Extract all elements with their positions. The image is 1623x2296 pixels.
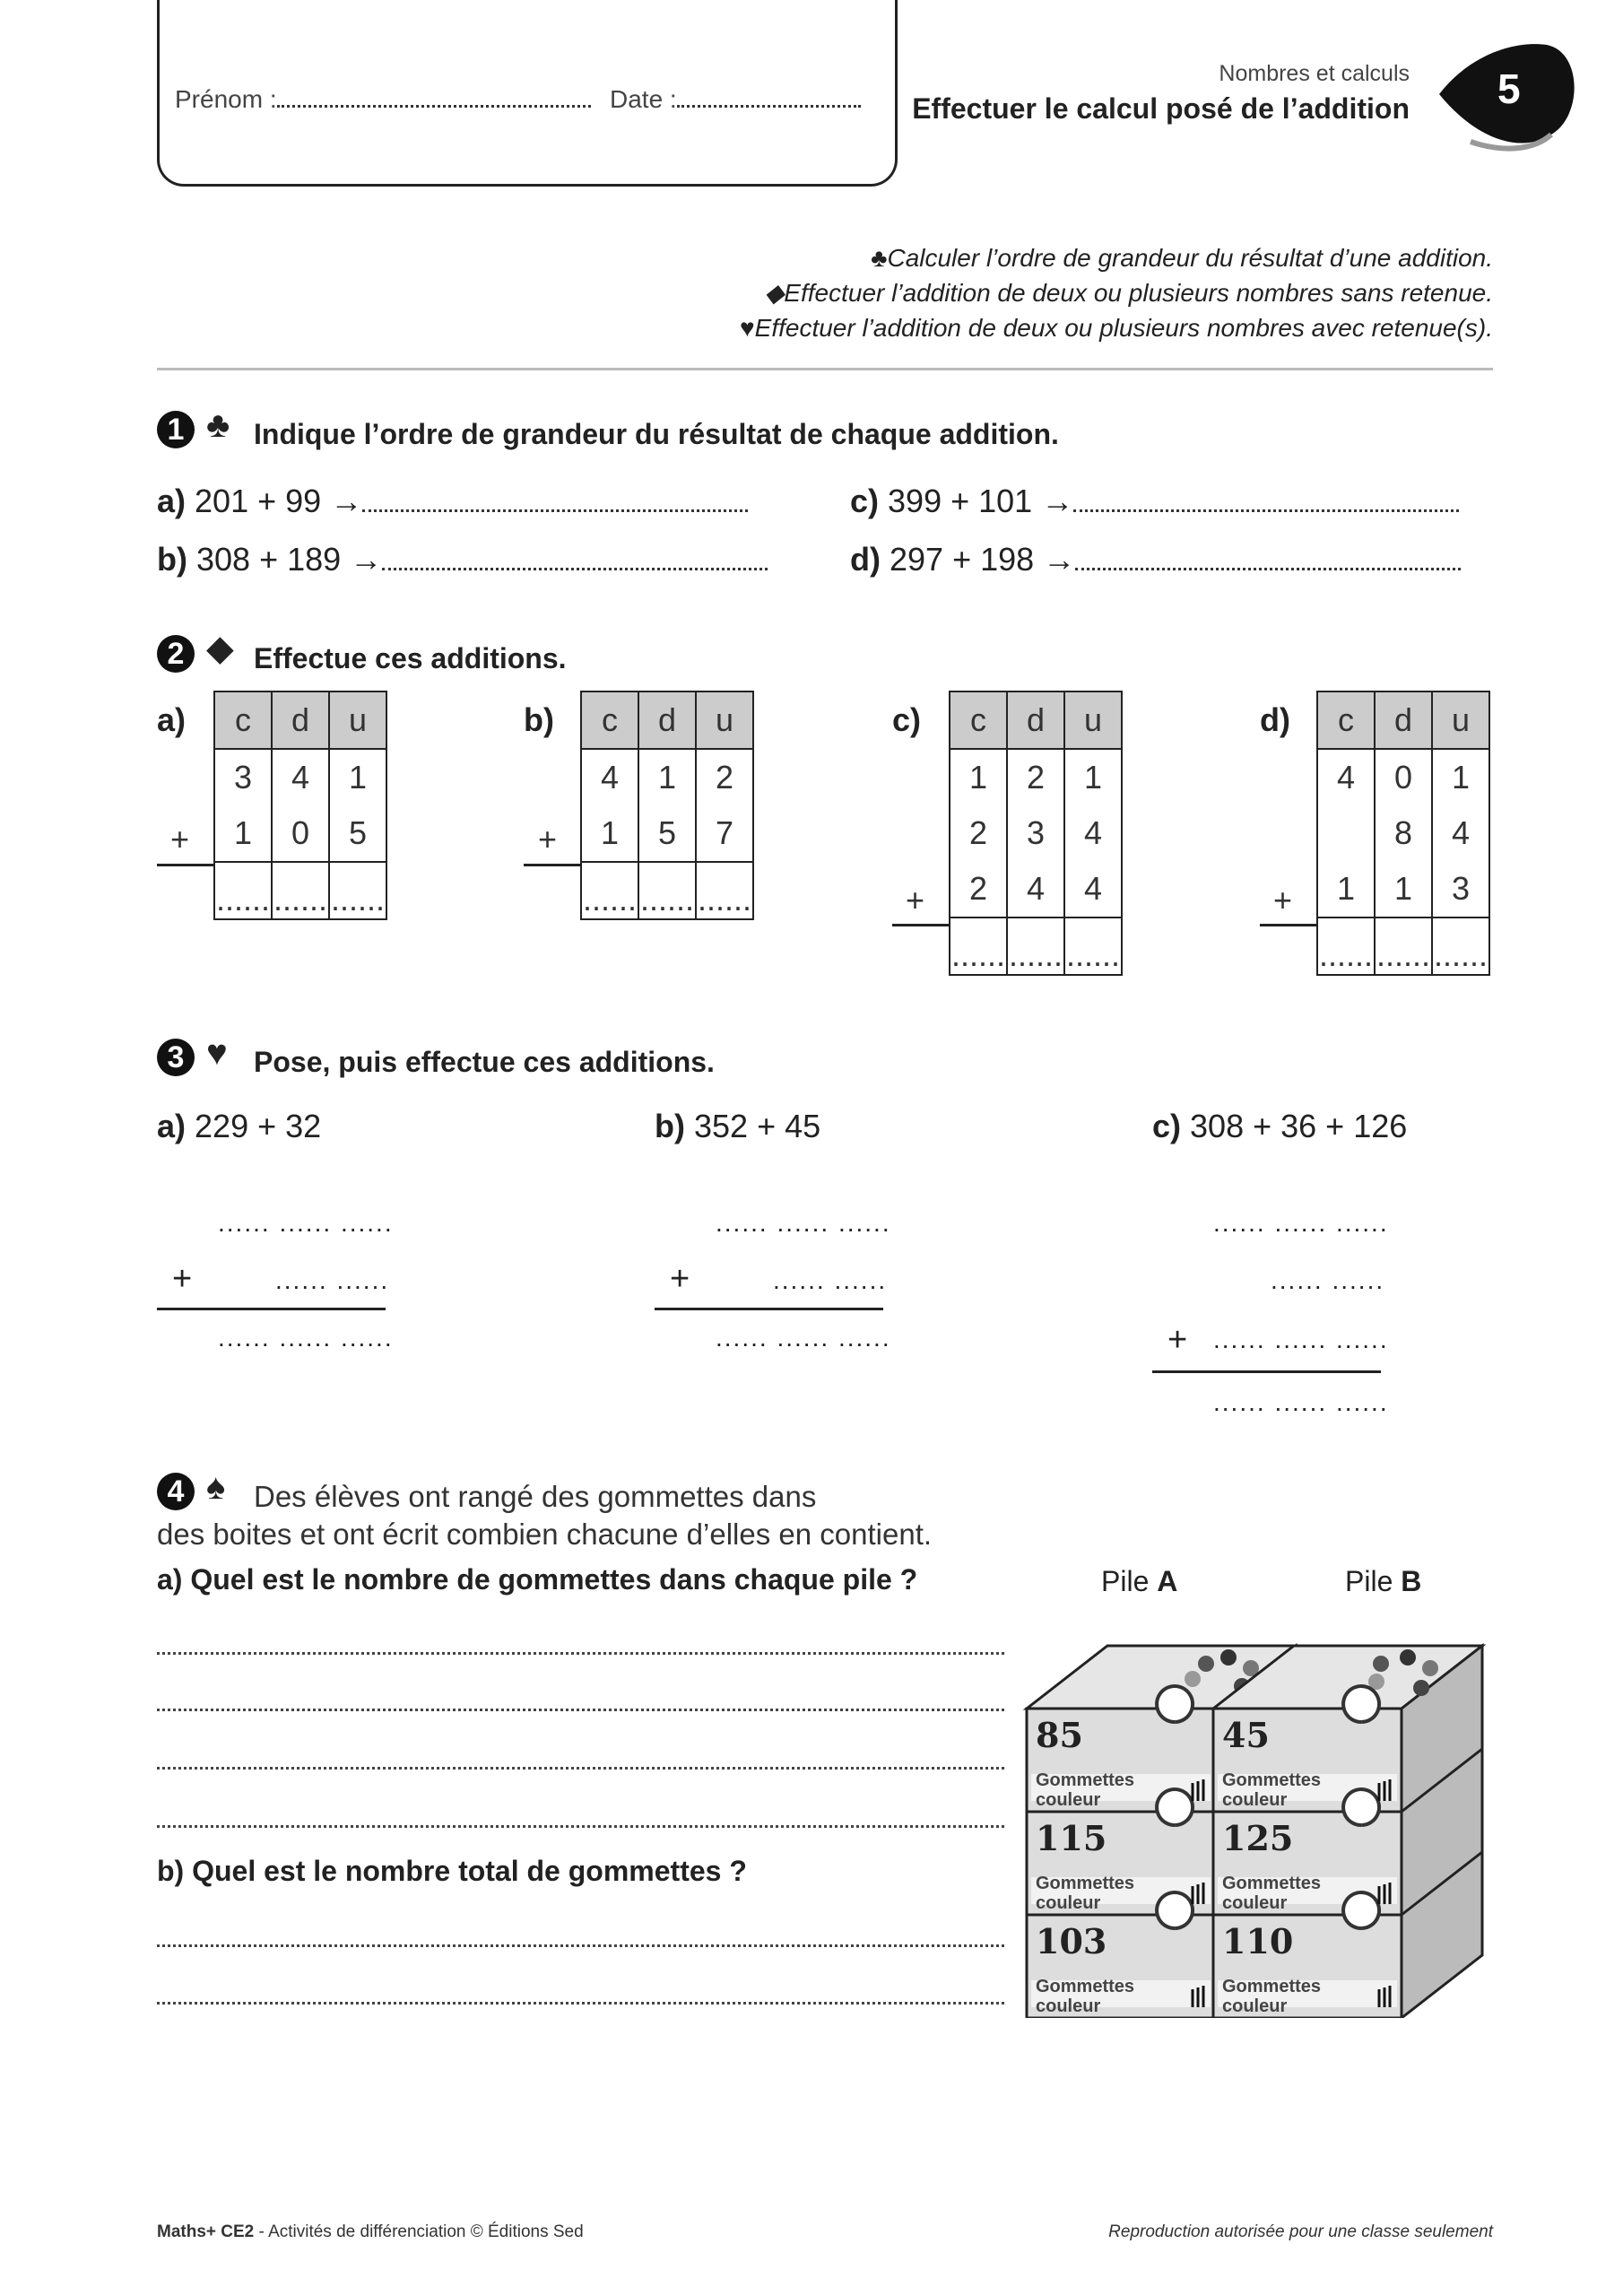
ex4-intro-2: des boites et ont écrit combien chacune d’elles en contient. [157,1518,933,1551]
ex1-answer-a[interactable] [362,509,748,512]
objective-1: ♣Calculer l’ordre de grandeur du résultat d’une addition. [871,244,1493,272]
club-icon: ♣ [206,405,230,445]
ex3c-work[interactable]: ...... ...... ...... ...... ...... ...... ...... ...... ...... ...... ...... [1213,1209,1389,1416]
ex2-table-a: c d u 3 4 1 1 0 5 ...... ...... ...... [213,691,387,920]
ex3a-work[interactable]: ...... ...... ...... ...... ...... ...... ...... ...... [218,1209,394,1352]
objective-2: ◆Effectuer l’addition de deux ou plusieurs nombres sans retenue. [764,279,1493,307]
box-b3-count: 110 [1222,1921,1294,1961]
ex1-item-a: a) 201 + 99 → [157,483,748,520]
box-label: Gommettes couleur [1222,1874,1322,1913]
exercise-2-instruction: Effectue ces additions. [254,642,567,674]
box-label: Gommettes couleur [1036,1977,1135,2016]
ex1-item-d: d) 297 + 198 → [850,541,1461,578]
ex3-item-c: c) 308 + 36 + 126 [1152,1108,1408,1144]
heart-icon: ♥ [206,1033,228,1073]
box-a1-count: 85 [1036,1715,1083,1755]
result-cell[interactable]: ...... [1007,918,1064,975]
ex2-table-d: c d u 4 0 1 8 4 1 1 3 ...... ...... ...... [1316,691,1490,976]
arrow-icon: → [1041,483,1074,519]
exercise-3-instruction: Pose, puis effectue ces additions. [254,1046,715,1078]
diamond-icon: ◆ [206,629,234,668]
exercise-2-number: 2 [157,635,195,673]
date-field[interactable]: Date : [610,85,861,114]
sheet-number-badge: 5 [1497,65,1521,112]
box-label: Gommettes couleur [1036,1770,1135,1810]
result-cell[interactable]: ...... [1432,918,1489,975]
ex3-item-b: b) 352 + 45 [655,1108,821,1144]
box-label: Gommettes couleur [1222,1770,1322,1810]
box-b1-count: 45 [1222,1715,1270,1755]
exercise-1-number: 1 [157,411,195,448]
divider [157,368,1493,370]
prenom-field[interactable]: Prénom : [175,85,591,114]
answer-line[interactable] [157,1709,1004,1711]
ex2-label-b: b) [524,701,554,738]
ex2-table-b: c d u 4 1 2 1 5 7 ...... ...... ...... [580,691,754,920]
box-a3-count: 103 [1036,1921,1107,1961]
footer-right: Reproduction autorisée pour une classe seulement [1108,2222,1493,2241]
club-icon: ♣ [871,244,888,272]
result-cell[interactable]: ...... [214,862,272,919]
ex1-answer-d[interactable] [1075,568,1461,570]
ex4-intro-1: Des élèves ont rangé des gommettes dans [254,1480,817,1513]
objective-3: ♥Effectuer l’addition de deux ou plusieurs nombres avec retenue(s). [740,314,1493,342]
answer-line[interactable] [157,1825,1004,1828]
answer-line[interactable] [157,1944,1004,1947]
spade-icon: ♠ [206,1467,226,1507]
ex3b-work[interactable]: ...... ...... ...... ...... ...... ...... ...... ...... [716,1209,891,1352]
plus-sign: + [1167,1321,1188,1359]
result-cell[interactable]: ...... [696,862,753,919]
result-cell[interactable]: ...... [1317,918,1375,975]
addition-rule [655,1308,883,1310]
ex1-answer-c[interactable] [1073,509,1459,512]
answer-line[interactable] [157,2002,1004,2005]
ex2-label-d: d) [1260,701,1290,738]
answer-line[interactable] [157,1767,1004,1770]
arrow-icon: → [330,483,363,519]
pile-b-label: Pile B [1345,1565,1422,1597]
pile-a-label: Pile A [1101,1565,1178,1597]
result-cell[interactable]: ...... [638,862,696,919]
arrow-icon: → [1043,541,1076,578]
ex1-answer-b[interactable] [382,568,768,570]
plus-sign: + [1273,882,1293,918]
diamond-icon: ◆ [764,279,785,307]
result-cell[interactable]: ...... [329,862,386,919]
plus-sign: + [906,882,925,918]
ex3-item-a: a) 229 + 32 [157,1108,322,1144]
result-cell[interactable]: ...... [1375,918,1432,975]
exercise-3-number: 3 [157,1039,195,1076]
footer-left: Maths+ CE2 - Activités de différenciation © Éditions Sed [157,2222,584,2241]
box-b2-count: 125 [1222,1818,1294,1858]
category-label: Nombres et calculs [1219,61,1410,86]
plus-sign: + [170,821,190,857]
box-label: Gommettes couleur [1222,1977,1322,2016]
ex2-label-c: c) [892,701,922,738]
heart-icon: ♥ [740,314,755,342]
plus-sign: + [670,1260,690,1298]
box-label: Gommettes couleur [1036,1874,1135,1913]
arrow-icon: → [350,541,383,578]
result-cell[interactable]: ...... [1064,918,1122,975]
result-cell[interactable]: ...... [272,862,329,919]
answer-line[interactable] [157,1652,1004,1655]
addition-rule [157,1308,386,1310]
box-a2-count: 115 [1036,1818,1107,1858]
ex2-label-a: a) [157,701,187,738]
ex4-question-a: a) Quel est le nombre de gommettes dans chaque pile ? [157,1563,918,1596]
plus-sign: + [172,1260,193,1298]
addition-rule [1152,1370,1381,1373]
plus-sign: + [538,821,558,857]
ex1-item-b: b) 308 + 189 → [157,541,768,578]
result-cell[interactable]: ...... [581,862,638,919]
exercise-1-instruction: Indique l’ordre de grandeur du résultat de chaque addition. [254,418,1059,450]
exercise-4-number: 4 [157,1473,195,1510]
result-cell[interactable]: ...... [950,918,1007,975]
ex4-question-b: b) Quel est le nombre total de gommettes ? [157,1855,747,1887]
addition-rule [892,924,950,926]
addition-rule [1260,924,1318,926]
addition-rule [157,864,215,866]
page-title: Effectuer le calcul posé de l’addition [912,92,1410,125]
ex1-item-c: c) 399 + 101 → [850,483,1459,520]
addition-rule [524,864,582,866]
ex2-table-c: c d u 1 2 1 2 3 4 2 4 4 ...... ...... ...... [949,691,1123,976]
objectives [740,240,1493,345]
